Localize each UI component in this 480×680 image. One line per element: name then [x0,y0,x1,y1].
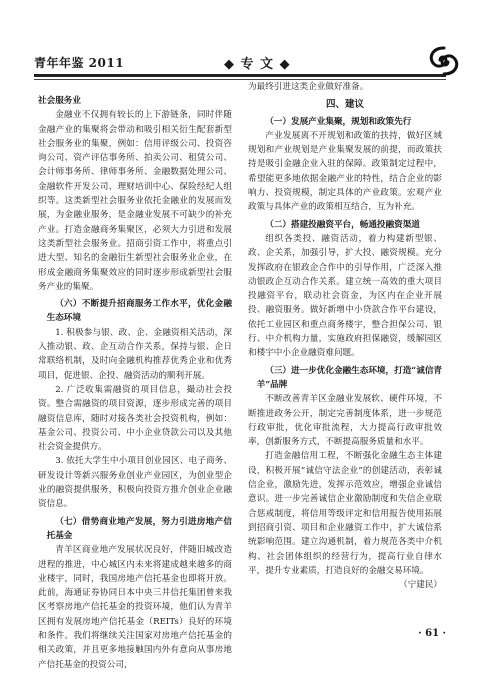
left-column [38,94,232,672]
right-column [248,80,442,592]
right-paragraph-0: 为最终引进这类企业做好准备。 [248,82,369,92]
left-paragraph-5: 青羊区商业地产发展状况良好，伴随旧城改造进程的推进，中心城区内未来将建成越来越多的商业楼宇，同时，我国房地产信托基金也即将开放。此前，海通证券协同日本中央三井信托集团曾来我区考察房地产信托基金的投资环境，他们认为青羊区拥有发展房地产信托基金（REITs）良好的环境和条件。我们将继续关注国家对房地产信托基金的相关政策，并且更多地接触国内外有意向从事房地产信托基金的投资公司， [38,545,232,670]
left-paragraph-1: 金融业不仅拥有较长的上下游链条，同时伴随金融产业的集聚将会带动和吸引相关衍生配套新型社会服务业的集聚，例如：信用评级公司、投资咨询公司、资产评估事务所、拍卖公司、租赁公司、会计师事务所、律师事务所、金融数据处理公司、金融软件开发公司、理财培训中心、保险经纪人组织等。这类新型社会服务业依托金融业的发展而发展，为金融业服务，是金融业发展不可缺少的补充产业。打造金融商务集聚区，必须大力引进和发展这类新型社会服务业。招商引资工作中，将重点引进大型、知名的金融衍生新型社会服务业企业，在形成金融商务集聚效应的同时逐步形成新型社会服务产业的集聚。 [38,110,232,292]
header-rule-thick [34,74,446,77]
right-paragraph-2: 组织各类投、融资活动，着力构建新型银、政、企关系，加强引导，扩大投、融资规模。充分发挥政府在银政企合作中的引导作用，广泛深入推动银政企互动合作关系。建立统一高效的重大项目投融资平台，联动社会资金，为区内在企业开展投、融资服务。做好新增中小贷款合作平台建设，依托工业园区和重点商务楼宇，整合担保公司、银行、中介机构力量，实施政府担保融资，缓解园区和楼宇中小企业融资难问题。 [248,233,442,359]
yearbook-title: 青年年鉴 2011 [34,56,125,70]
swirl-logo-icon [426,44,462,78]
left-heading-7: （七）借势商业地产发展，努力引进房地产信托基金 [46,516,232,541]
right-heading-2: （二）搭建投融资平台，畅通投融资渠道 [265,219,420,230]
right-paragraph-3: 不断改善青羊区金融业发展软、硬件环境，不断推进政务公开，制定完善制度体系，进一步规范行政审批，优化审批流程，大力提高行政审批效率，创新服务方式，不断提高服务质量和水平。 [248,394,442,448]
page-header [34,52,446,74]
page-number: · 61 · [418,628,446,639]
author-signature: （宁建民） [399,580,442,591]
right-heading-3: （三）进一步优化金融生态环境，打造“诚信青羊”品牌 [256,365,443,390]
right-paragraph-1: 产业发展离不开规划和政策的扶持，做好区域规划和产业规划是产业集聚发展的前提，而政策扶持是吸引金融企业入驻的保障。政策制定过程中，希望能更多地依据金融产业的特性，结合企业的影响力、投资规模，制定具体的产业政策。宏观产业政策与具体产业的政策相互结合，互为补充。 [248,130,442,213]
right-heading-suggestions: 四、建议 [325,99,364,111]
left-paragraph-2: 1. 积极参与银、政、企、金融资相关活动，深入推动银、政、企互动合作关系，保持与银、企日常联络机制，及时向金融机构推荐优秀企业和优秀项目，促进银、企投、融资活动的顺利开展。 [38,327,232,381]
section-label: ◆ 专 文 ◆ [224,57,291,72]
right-heading-1: （一）发展产业集聚，规划和政策先行 [265,116,412,127]
left-paragraph-3: 2. 广泛收集需融资的项目信息，撮动社会投资。整合需融资的项目资源，逐步形成完善的项目融资信息库，随时对接各类社会投资机构，例如：基金公司、投资公司、中小企业贷款公司以及其他社会资金提供方。 [38,384,232,453]
left-heading-6: （六）不断提升招商服务工作水平，优化金融生态环境 [46,299,232,324]
right-paragraph-4: 打造金融信用工程，不断强化金融生态主体建设，积极开展“诚信守法企业”的创建活动，表彰诚信企业，激励先进，发挥示范效应，增强企业诚信意识。进一步完善诚信企业激励制度和失信企业联合惩戒制度，将信用等级评定和信用报告使用拓展到招商引资、项目和企业融资工作中，扩大诚信系统影响范围。建立沟通机制，着力规范各类中介机构、社会团体组织的经营行为，提高行业自律水平，提升专业素质，打造良好的金融交易环境。 [248,451,442,576]
left-paragraph-4: 3. 依托大学生中小项目创业园区、电子商务、研发设计等新兴服务业创业产业园区，为创业型企业的融资提供服务，积极向投资方推介创业企业融资信息。 [38,456,232,510]
left-heading-services: 社会服务业 [38,96,81,106]
